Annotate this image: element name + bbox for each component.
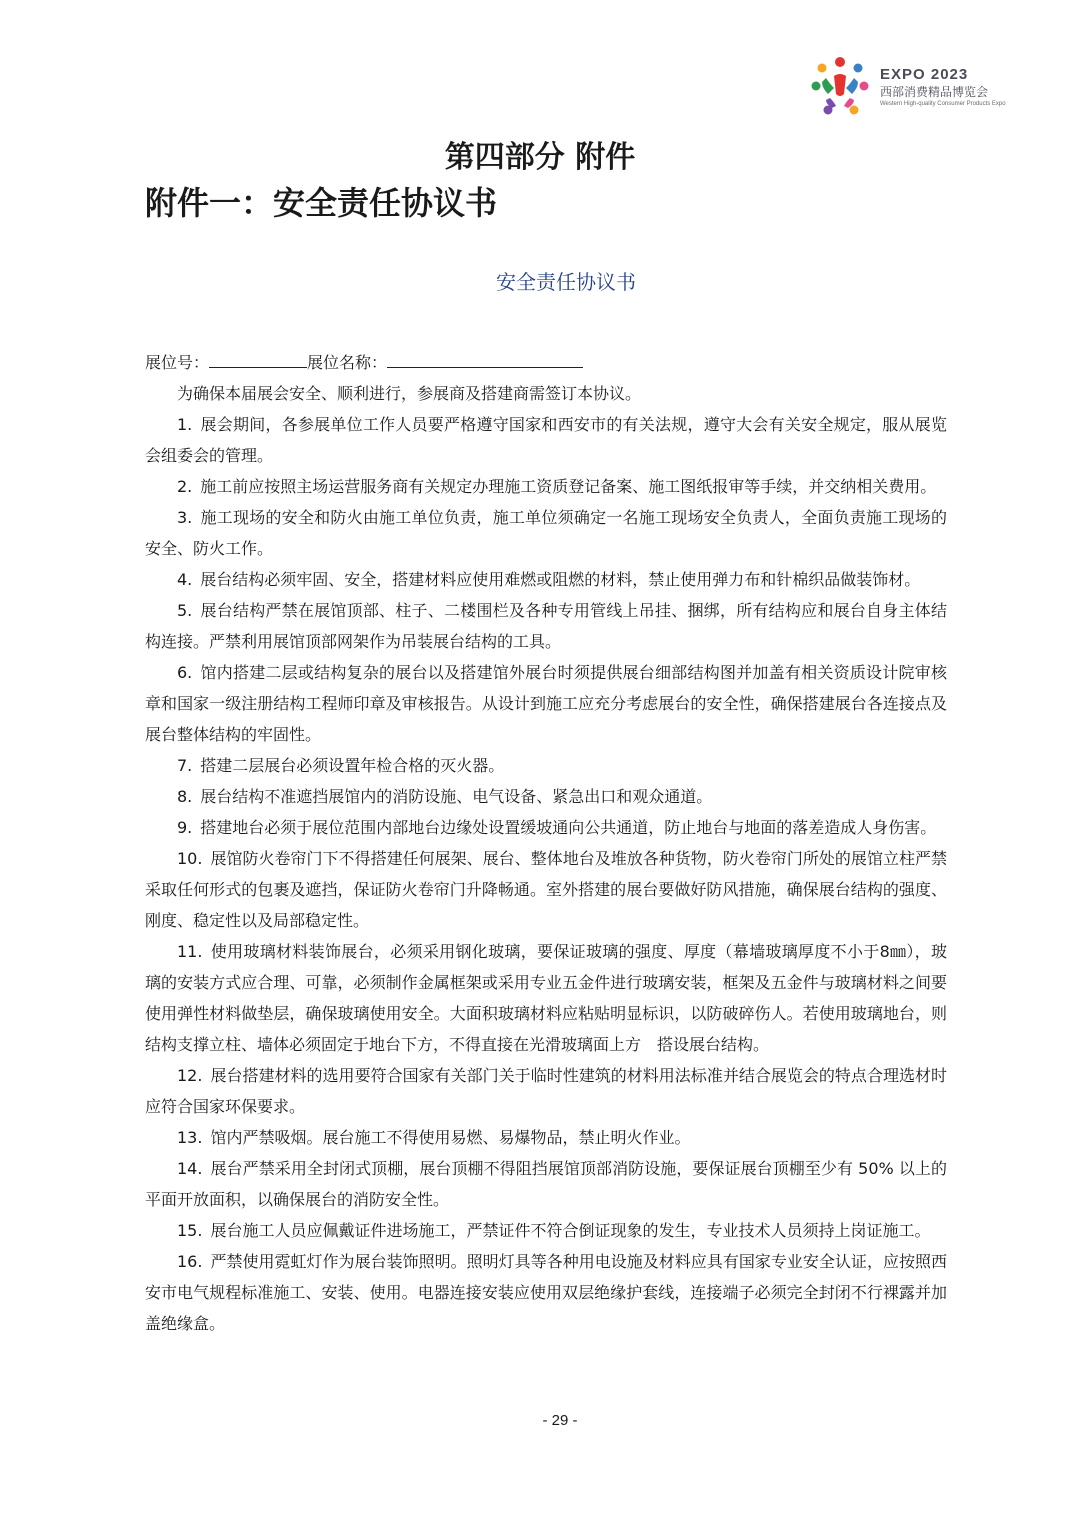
- clause-text: 搭建二层展台必须设置年检合格的灭火器。: [200, 756, 505, 775]
- logo-title: EXPO 2023: [880, 66, 969, 83]
- intro-paragraph: 为确保本届展会安全、顺利进行，参展商及搭建商需签订本协议。: [177, 384, 642, 403]
- clause-number: 2.: [177, 477, 193, 496]
- clause-text: 馆内搭建二层或结构复杂的展台以及搭建馆外展台时须提供展台细部结构图并加盖有相关资质设计院审核章和国家一级注册结构工程师印章及审核报告。从设计到施工应充分考虑展台的安全性，确保搭建展台各连接点及展台整体结构的牢固性。: [145, 663, 947, 744]
- clause-text: 展会期间，各参展单位工作人员要严格遵守国家和西安市的有关法规，遵守大会有关安全规定，服从展览会组委会的管理。: [145, 415, 947, 465]
- booth-name-blank: [387, 345, 583, 368]
- clause-text: 展台结构严禁在展馆顶部、柱子、二楼围栏及各种专用管线上吊挂、捆绑，所有结构应和展台自身主体结构连接。严禁利用展馆顶部网架作为吊装展台结构的工具。: [145, 601, 947, 651]
- clause-number: 11.: [177, 942, 203, 961]
- clause-number: 7.: [177, 756, 193, 775]
- clause-item: [145, 1122, 947, 1153]
- clause-text: 施工前应按照主场运营服务商有关规定办理施工资质登记备案、施工图纸报审等手续，并交纳相关费用。: [200, 477, 937, 496]
- clause-number: 14.: [177, 1159, 203, 1178]
- clause-item: [145, 750, 947, 781]
- part-title: 第四部分 附件: [444, 140, 636, 175]
- clause-item: [145, 409, 947, 471]
- clause-list: [145, 409, 947, 1339]
- clause-item: [145, 1246, 947, 1339]
- clause-text: 使用玻璃材料装饰展台，必须采用钢化玻璃，要保证玻璃的强度、厚度（幕墙玻璃厚度不小于8㎜），玻璃的安装方式应合理、可靠，必须制作金属框架或采用专业五金件进行玻璃安装，框架及五金件与玻璃材料之间要使用弹性材料做垫层，确保玻璃使用安全。大面积玻璃材料应粘贴明显标识，以防破碎伤人。若使用玻璃地台，则结构支撑立柱、墙体必须固定于地台下方，不得直接在光滑玻璃面上方 搭设展台结构。: [145, 942, 947, 1054]
- clause-text: 严禁使用霓虹灯作为展台装饰照明。照明灯具等各种用电设施及材料应具有国家专业安全认证，应按照西安市电气规程标准施工、安装、使用。电器连接安装应使用双层绝缘护套线，连接端子必须完全封闭不行裸露并加盖绝缘盒。: [145, 1252, 947, 1333]
- clause-text: 展台结构不准遮挡展馆内的消防设施、电气设备、紧急出口和观众通道。: [200, 787, 713, 806]
- clause-item: [145, 564, 947, 595]
- clause-item: [145, 657, 947, 750]
- clause-number: 16.: [177, 1252, 203, 1271]
- annex-title: 附件一：安全责任协议书: [145, 184, 498, 222]
- page-number: - 29 -: [542, 1412, 578, 1429]
- clause-number: 5.: [177, 601, 193, 620]
- clause-number: 8.: [177, 787, 193, 806]
- expo-logo-icon: [808, 54, 872, 120]
- clause-number: 9.: [177, 818, 193, 837]
- booth-name-label: 展位名称：: [307, 353, 388, 372]
- clause-item: [145, 1060, 947, 1122]
- clause-number: 4.: [177, 570, 193, 589]
- clause-number: 6.: [177, 663, 193, 682]
- clause-item: [145, 1153, 947, 1215]
- clause-item: [145, 936, 947, 1060]
- clause-item: [145, 471, 947, 502]
- logo-english: Western High-quality Consumer Products Expo: [880, 101, 1006, 107]
- booth-fields: [145, 345, 947, 378]
- logo-subtitle: 西部消费精品博览会: [880, 85, 989, 99]
- clause-number: 12.: [177, 1066, 203, 1085]
- expo-logo: [808, 54, 1008, 120]
- clause-text: 展馆防火卷帘门下不得搭建任何展架、展台、整体地台及堆放各种货物，防火卷帘门所处的展馆立柱严禁采取任何形式的包裹及遮挡，保证防火卷帘门升降畅通。室外搭建的展台要做好防风措施，确保展台结构的强度、刚度、稳定性以及局部稳定性。: [145, 849, 947, 930]
- clause-text: 展台搭建材料的选用要符合国家有关部门关于临时性建筑的材料用法标准并结合展览会的特点合理选材时应符合国家环保要求。: [145, 1066, 947, 1116]
- clause-text: 展台结构必须牢固、安全，搭建材料应使用难燃或阻燃的材料，禁止使用弹力布和针棉织品做装饰材。: [200, 570, 921, 589]
- clause-text: 搭建地台必须于展位范围内部地台边缘处设置缓坡通向公共通道，防止地台与地面的落差造成人身伤害。: [200, 818, 937, 837]
- clause-number: 1.: [177, 415, 193, 434]
- document-title: 安全责任协议书: [496, 270, 636, 294]
- clause-item: [145, 502, 947, 564]
- clause-text: 施工现场的安全和防火由施工单位负责，施工单位须确定一名施工现场安全负责人，全面负责施工现场的安全、防火工作。: [145, 508, 947, 558]
- clause-item: [145, 781, 947, 812]
- clause-text: 展台施工人员应佩戴证件进场施工，严禁证件不符合倒证现象的发生，专业技术人员须持上岗证施工。: [210, 1221, 931, 1240]
- clause-number: 15.: [177, 1221, 203, 1240]
- booth-number-label: 展位号：: [145, 353, 210, 372]
- clause-number: 3.: [177, 508, 193, 527]
- clause-item: [145, 595, 947, 657]
- clause-item: [145, 812, 947, 843]
- agreement-body: [145, 345, 947, 1339]
- clause-text: 展台严禁采用全封闭式顶棚，展台顶棚不得阻挡展馆顶部消防设施，要保证展台顶棚至少有 50% 以上的平面开放面积，以确保展台的消防安全性。: [145, 1159, 947, 1209]
- clause-item: [145, 1215, 947, 1246]
- clause-text: 馆内严禁吸烟。展台施工不得使用易燃、易爆物品，禁止明火作业。: [210, 1128, 691, 1147]
- clause-item: [145, 843, 947, 936]
- clause-number: 13.: [177, 1128, 203, 1147]
- booth-number-blank: [209, 345, 307, 368]
- clause-number: 10.: [177, 849, 203, 868]
